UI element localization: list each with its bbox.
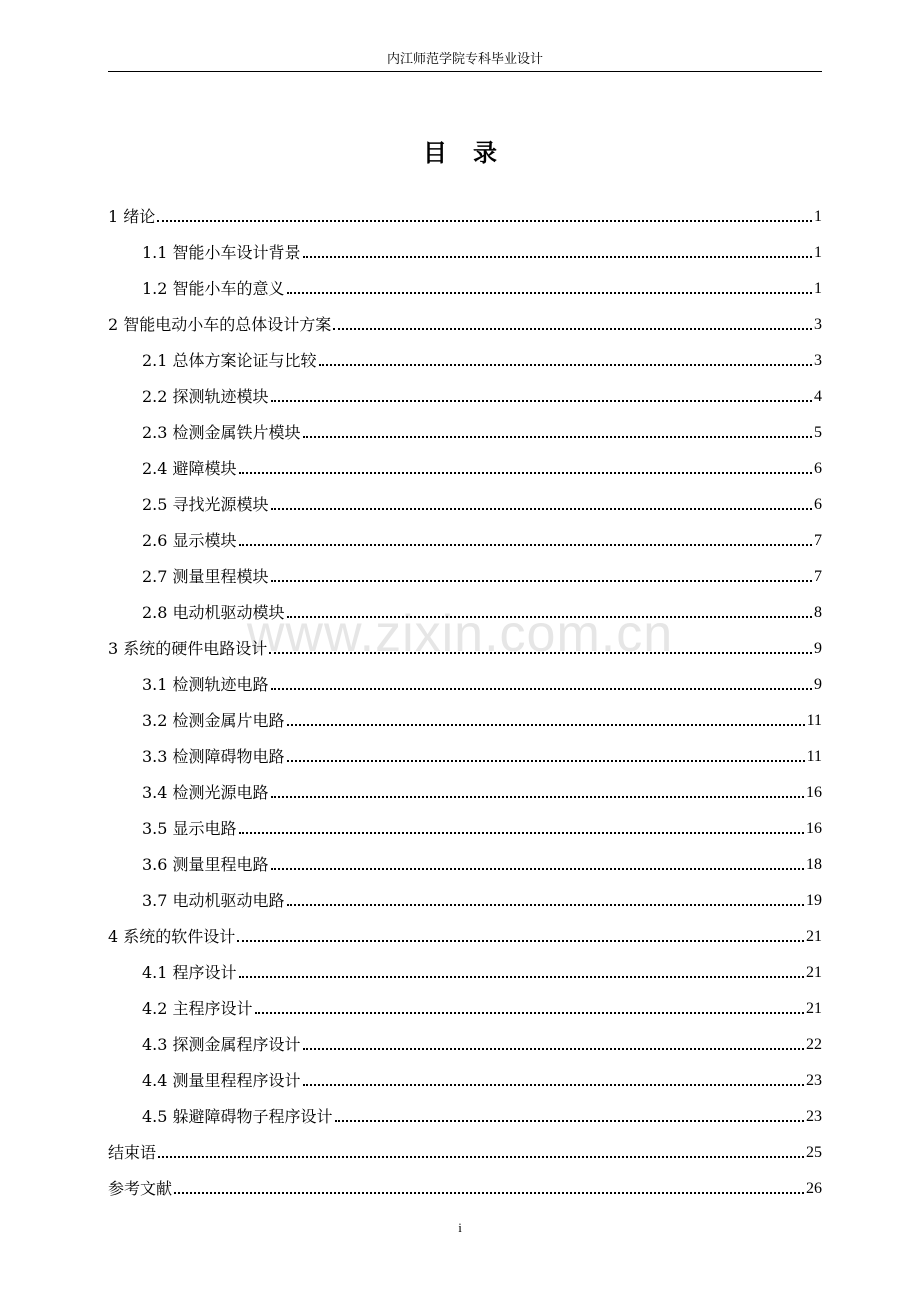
toc-dot-leader [287, 724, 805, 726]
toc-entry-label: 4.4 测量里程程序设计 [142, 1071, 301, 1090]
toc-entry-label: 3.6 测量里程电路 [142, 855, 269, 874]
toc-entry-label: 3.4 检测光源电路 [142, 783, 269, 802]
toc-entry-page: 11 [806, 748, 822, 765]
toc-entry[interactable] [108, 1129, 822, 1165]
toc-entry-page: 21 [806, 964, 822, 981]
toc-entry-page: 3 [814, 352, 822, 369]
toc-entry-label: 1.2 智能小车的意义 [142, 279, 285, 298]
toc-entry-label: 结束语 [108, 1143, 157, 1162]
toc-entry-label: 2.4 避障模块 [142, 459, 237, 478]
toc-entry-label: 3.7 电动机驱动电路 [142, 891, 285, 910]
toc-entry-label: 4.5 躲避障碍物子程序设计 [142, 1107, 333, 1126]
toc-entry[interactable] [108, 301, 822, 337]
toc-dot-leader [239, 472, 812, 474]
toc-dot-leader [271, 688, 812, 690]
toc-entry-page: 16 [806, 784, 822, 801]
page-number: i [458, 1220, 462, 1235]
toc-entry[interactable] [108, 481, 822, 517]
toc-entry[interactable] [108, 517, 822, 553]
toc-entry[interactable] [108, 913, 822, 949]
toc-entry[interactable] [108, 769, 822, 805]
toc-entry[interactable] [108, 1165, 822, 1201]
toc-entry[interactable] [108, 949, 822, 985]
watermark: www.zixin.com.cn [246, 605, 674, 663]
toc-entry-label: 4 系统的软件设计 [108, 927, 236, 946]
toc-dot-leader [271, 796, 804, 798]
toc-entry[interactable] [108, 409, 822, 445]
toc-dot-leader [303, 1048, 804, 1050]
toc-entry-page: 11 [806, 712, 822, 729]
header-rule [108, 71, 822, 72]
toc-entry-label: 2.3 检测金属铁片模块 [142, 423, 301, 442]
toc-dot-leader [287, 760, 805, 762]
running-header: 内江师范学院专科毕业设计 [386, 52, 543, 67]
toc-entry[interactable] [108, 733, 822, 769]
toc-entry-label: 2.2 探测轨迹模块 [142, 387, 269, 406]
toc-dot-leader [335, 1120, 804, 1122]
toc-entry-page: 1 [814, 280, 822, 297]
toc-entry-label: 2 智能电动小车的总体设计方案 [108, 315, 332, 334]
toc-entry[interactable] [108, 1057, 822, 1093]
toc-dot-leader [157, 220, 812, 222]
toc-entry-label: 3.2 检测金属片电路 [142, 711, 285, 730]
toc-entry-page: 16 [806, 820, 822, 837]
toc-dot-leader [287, 904, 804, 906]
toc-entry-label: 3.3 检测障碍物电路 [142, 747, 285, 766]
toc-dot-leader [269, 652, 812, 654]
toc-dot-leader [303, 256, 812, 258]
toc-dot-leader [271, 868, 804, 870]
toc-entry-page: 7 [814, 532, 822, 549]
toc-dot-leader [174, 1192, 804, 1194]
toc-entry[interactable] [108, 661, 822, 697]
toc-entry[interactable] [108, 553, 822, 589]
toc-dot-leader [239, 976, 804, 978]
toc-entry-page: 22 [806, 1036, 822, 1053]
toc-entry[interactable] [108, 373, 822, 409]
toc-dot-leader [271, 508, 812, 510]
toc-title-char-2: 录 [473, 139, 497, 167]
toc-entry-label: 2.6 显示模块 [142, 531, 237, 550]
toc-dot-leader [158, 1156, 804, 1158]
toc-dot-leader [287, 616, 812, 618]
toc-entry[interactable] [108, 985, 822, 1021]
toc-dot-leader [255, 1012, 804, 1014]
toc-entry[interactable] [108, 589, 822, 625]
toc-dot-leader [271, 580, 812, 582]
toc-entry-label: 3.1 检测轨迹电路 [142, 675, 269, 694]
toc-entry-page: 5 [814, 424, 822, 441]
toc-entry-page: 6 [814, 460, 822, 477]
toc-entry-label: 4.3 探测金属程序设计 [142, 1035, 301, 1054]
toc-entry-label: 4.1 程序设计 [142, 963, 237, 982]
toc-entry-page: 4 [814, 388, 822, 405]
toc-entry-label: 4.2 主程序设计 [142, 999, 253, 1018]
toc-entry[interactable] [108, 337, 822, 373]
toc-entry-page: 9 [814, 640, 822, 657]
toc-entry-page: 1 [814, 208, 822, 225]
toc-entry[interactable] [108, 265, 822, 301]
toc-entry[interactable] [108, 193, 822, 229]
toc-entry-page: 8 [814, 604, 822, 621]
toc-entry[interactable] [108, 625, 822, 661]
toc-list [108, 193, 822, 1201]
toc-entry-label: 3 系统的硬件电路设计 [108, 639, 268, 658]
toc-entry-page: 18 [806, 856, 822, 873]
toc-title [0, 136, 920, 170]
toc-entry-page: 23 [806, 1108, 822, 1125]
toc-dot-leader [239, 832, 804, 834]
toc-dot-leader [333, 328, 812, 330]
toc-dot-leader [271, 400, 812, 402]
toc-dot-leader [287, 292, 812, 294]
toc-entry-label: 1 绪论 [108, 207, 156, 226]
toc-entry-page: 1 [814, 244, 822, 261]
toc-entry-label: 3.5 显示电路 [142, 819, 237, 838]
toc-entry-page: 26 [806, 1180, 822, 1197]
toc-entry-label: 2.8 电动机驱动模块 [142, 603, 285, 622]
toc-entry-page: 19 [806, 892, 822, 909]
toc-entry[interactable] [108, 805, 822, 841]
toc-entry-label: 2.5 寻找光源模块 [142, 495, 269, 514]
toc-dot-leader [237, 940, 804, 942]
toc-entry-page: 23 [806, 1072, 822, 1089]
toc-entry-page: 3 [814, 316, 822, 333]
toc-entry-label: 2.1 总体方案论证与比较 [142, 351, 317, 370]
toc-entry[interactable] [108, 1093, 822, 1129]
toc-dot-leader [239, 544, 812, 546]
toc-dot-leader [303, 1084, 804, 1086]
toc-dot-leader [319, 364, 812, 366]
toc-entry-page: 21 [806, 928, 822, 945]
toc-entry[interactable] [108, 445, 822, 481]
toc-entry-page: 21 [806, 1000, 822, 1017]
toc-entry-label: 2.7 测量里程模块 [142, 567, 269, 586]
toc-entry-page: 25 [806, 1144, 822, 1161]
toc-entry-page: 6 [814, 496, 822, 513]
toc-entry[interactable] [108, 229, 822, 265]
toc-entry-label: 1.1 智能小车设计背景 [142, 243, 301, 262]
toc-entry-page: 7 [814, 568, 822, 585]
toc-entry[interactable] [108, 697, 822, 733]
toc-dot-leader [303, 436, 812, 438]
toc-entry-label: 参考文献 [108, 1179, 173, 1198]
toc-entry[interactable] [108, 841, 822, 877]
toc-title-char-1: 目 [423, 139, 447, 167]
toc-entry[interactable] [108, 877, 822, 913]
toc-entry-page: 9 [814, 676, 822, 693]
toc-entry[interactable] [108, 1021, 822, 1057]
